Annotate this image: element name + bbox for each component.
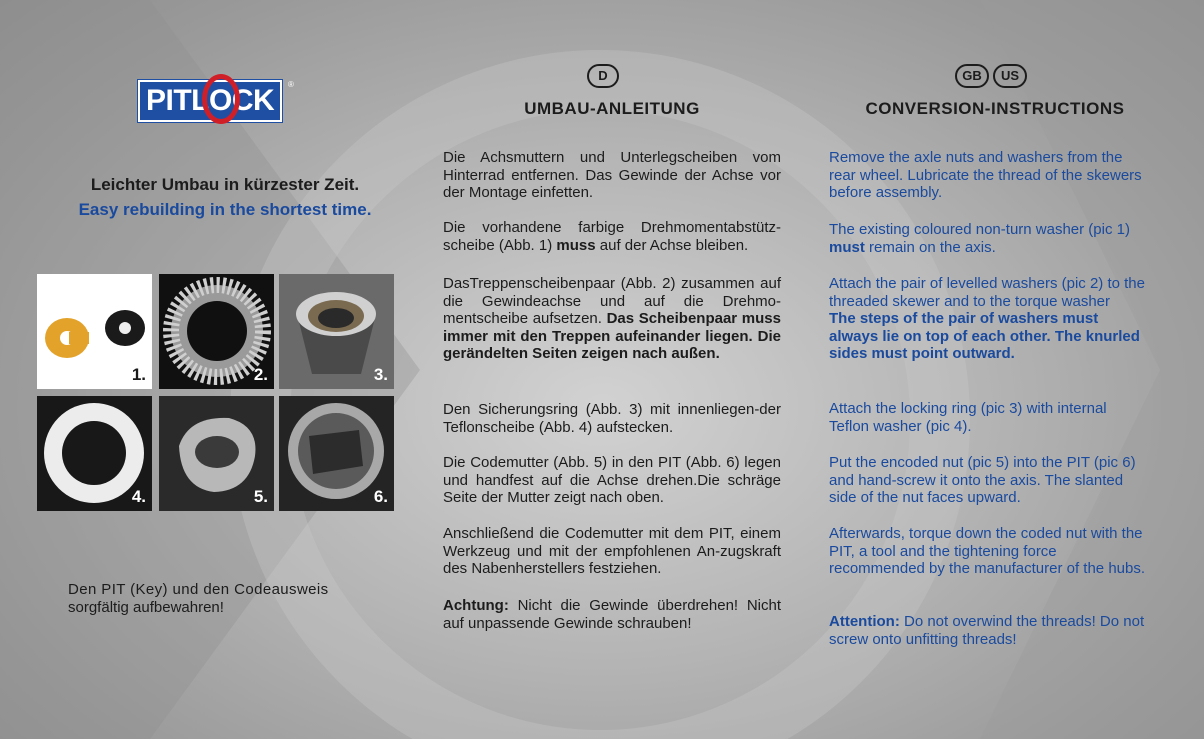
en-step-4: Attach the locking ring (pic 3) with internal Teflon washer (pic 4). bbox=[829, 400, 1107, 435]
pitlock-logo bbox=[138, 80, 296, 130]
de-step-3 bbox=[443, 275, 781, 363]
keep-key-note bbox=[68, 581, 388, 617]
de-step-5: Die Codemutter (Abb. 5) in den PIT (Abb. 6) legen und handfest auf die Achse drehen.Die schräge Seite der Mutter zeigt nach oben. bbox=[443, 454, 781, 506]
de-step-3-text: DasTreppenscheibenpaar (Abb. 2) zusammen auf die Gewindeachse und auf die Drehmo-mentscheibe aufsetzen. bbox=[443, 275, 781, 327]
en-step-3-bold: The steps of the pair of washers must always lie on top of each other. The knurled sides must point outward. bbox=[829, 310, 1140, 362]
de-warning-text: Nicht die Gewinde überdrehen! Nicht auf unpassende Gewinde schrauben! bbox=[443, 597, 781, 632]
de-step-4: Den Sicherungsring (Abb. 3) mit innenliegen-der Teflonscheibe (Abb. 4) aufstecken. bbox=[443, 401, 781, 436]
en-step-6: Afterwards, torque down the coded nut with the PIT, a tool and the tightening force recommended by the manufacturer of the hubs. bbox=[829, 525, 1146, 577]
en-warning-text: Do not overwind the threads! Do not screw onto unfitting threads! bbox=[829, 613, 1145, 648]
title-en: CONVERSION-INSTRUCTIONS bbox=[865, 99, 1125, 118]
photo-3-label: 3. bbox=[373, 365, 388, 384]
de-step-1: Die Achsmuttern und Unterlegscheiben vom Hinterrad entfernen. Das Gewinde der Achse vor der Montage einfetten. bbox=[443, 149, 781, 201]
de-step-6: Anschließend die Codemutter mit dem PIT, einem Werkzeug und mit der empfohlenen An-zugskraft des Nabenherstellers festziehen. bbox=[443, 525, 781, 577]
heading-en: Easy rebuilding in the shortest time. bbox=[78, 200, 372, 219]
country-badge-d: D bbox=[587, 64, 619, 88]
keep-note-line-2: sorgfältig aufbewahren! bbox=[68, 599, 224, 616]
country-badge-gb: GB bbox=[955, 64, 989, 88]
en-warning-bold: Attention: bbox=[829, 613, 900, 630]
heading-de: Leichter Umbau in kürzester Zeit. bbox=[90, 175, 360, 194]
photo-3-locking-ring bbox=[279, 274, 394, 389]
photo-1-label: 1. bbox=[131, 365, 146, 384]
en-step-3 bbox=[829, 275, 1149, 363]
photo-4-label: 4. bbox=[131, 487, 146, 506]
de-warning-bold: Achtung: bbox=[443, 597, 509, 614]
de-step-3-bold: Das Scheibenpaar muss immer mit den Treppen aufeinander liegen. Die gerändelten Seiten zeigen nach außen. bbox=[443, 310, 781, 362]
title-de: UMBAU-ANLEITUNG bbox=[524, 99, 700, 118]
photo-6-pit-key bbox=[279, 396, 394, 511]
de-step-2 bbox=[443, 219, 781, 254]
logo-text: PITLOCK bbox=[138, 80, 282, 122]
photo-5-label: 5. bbox=[253, 487, 268, 506]
photo-5-encoded-nut bbox=[159, 396, 274, 511]
en-step-2 bbox=[829, 221, 1149, 256]
en-step-2-bold: must bbox=[829, 238, 865, 256]
en-step-1: Remove the axle nuts and washers from the rear wheel. Lubricate the thread of the skewers before assembly. bbox=[829, 149, 1142, 201]
en-step-2-text: The existing coloured non-turn washer (pic 1) bbox=[829, 221, 1130, 238]
de-step-2-text: Die vorhandene farbige Drehmomentabstütz-scheibe (Abb. 1) bbox=[443, 219, 781, 254]
en-step-2-end: remain on the axis. bbox=[864, 238, 996, 256]
en-step-5: Put the encoded nut (pic 5) into the PIT (pic 6) and hand-screw it onto the axis. The slanted side of the nut faces upward. bbox=[829, 454, 1136, 506]
photo-2-levelled-washers bbox=[159, 274, 274, 389]
en-step-3-text: Attach the pair of levelled washers (pic 2) to the threaded skewer and to the torque washer bbox=[829, 275, 1145, 310]
parts-photo-grid bbox=[37, 274, 397, 512]
photo-4-teflon-washer bbox=[37, 396, 152, 511]
country-badge-us: US bbox=[993, 64, 1027, 88]
de-warning bbox=[443, 597, 781, 632]
keep-note-line-1: Den PIT (Key) und den Codeausweis bbox=[68, 581, 329, 598]
en-warning bbox=[829, 613, 1149, 648]
de-step-2-bold: muss bbox=[556, 236, 596, 254]
de-step-2-end: auf der Achse bleiben. bbox=[595, 236, 749, 254]
photo-1-torque-washer bbox=[37, 274, 152, 389]
photo-6-label: 6. bbox=[373, 487, 388, 506]
registered-mark: ® bbox=[288, 80, 294, 89]
photo-2-label: 2. bbox=[253, 365, 268, 384]
logo-lock-ring-icon bbox=[202, 74, 240, 124]
